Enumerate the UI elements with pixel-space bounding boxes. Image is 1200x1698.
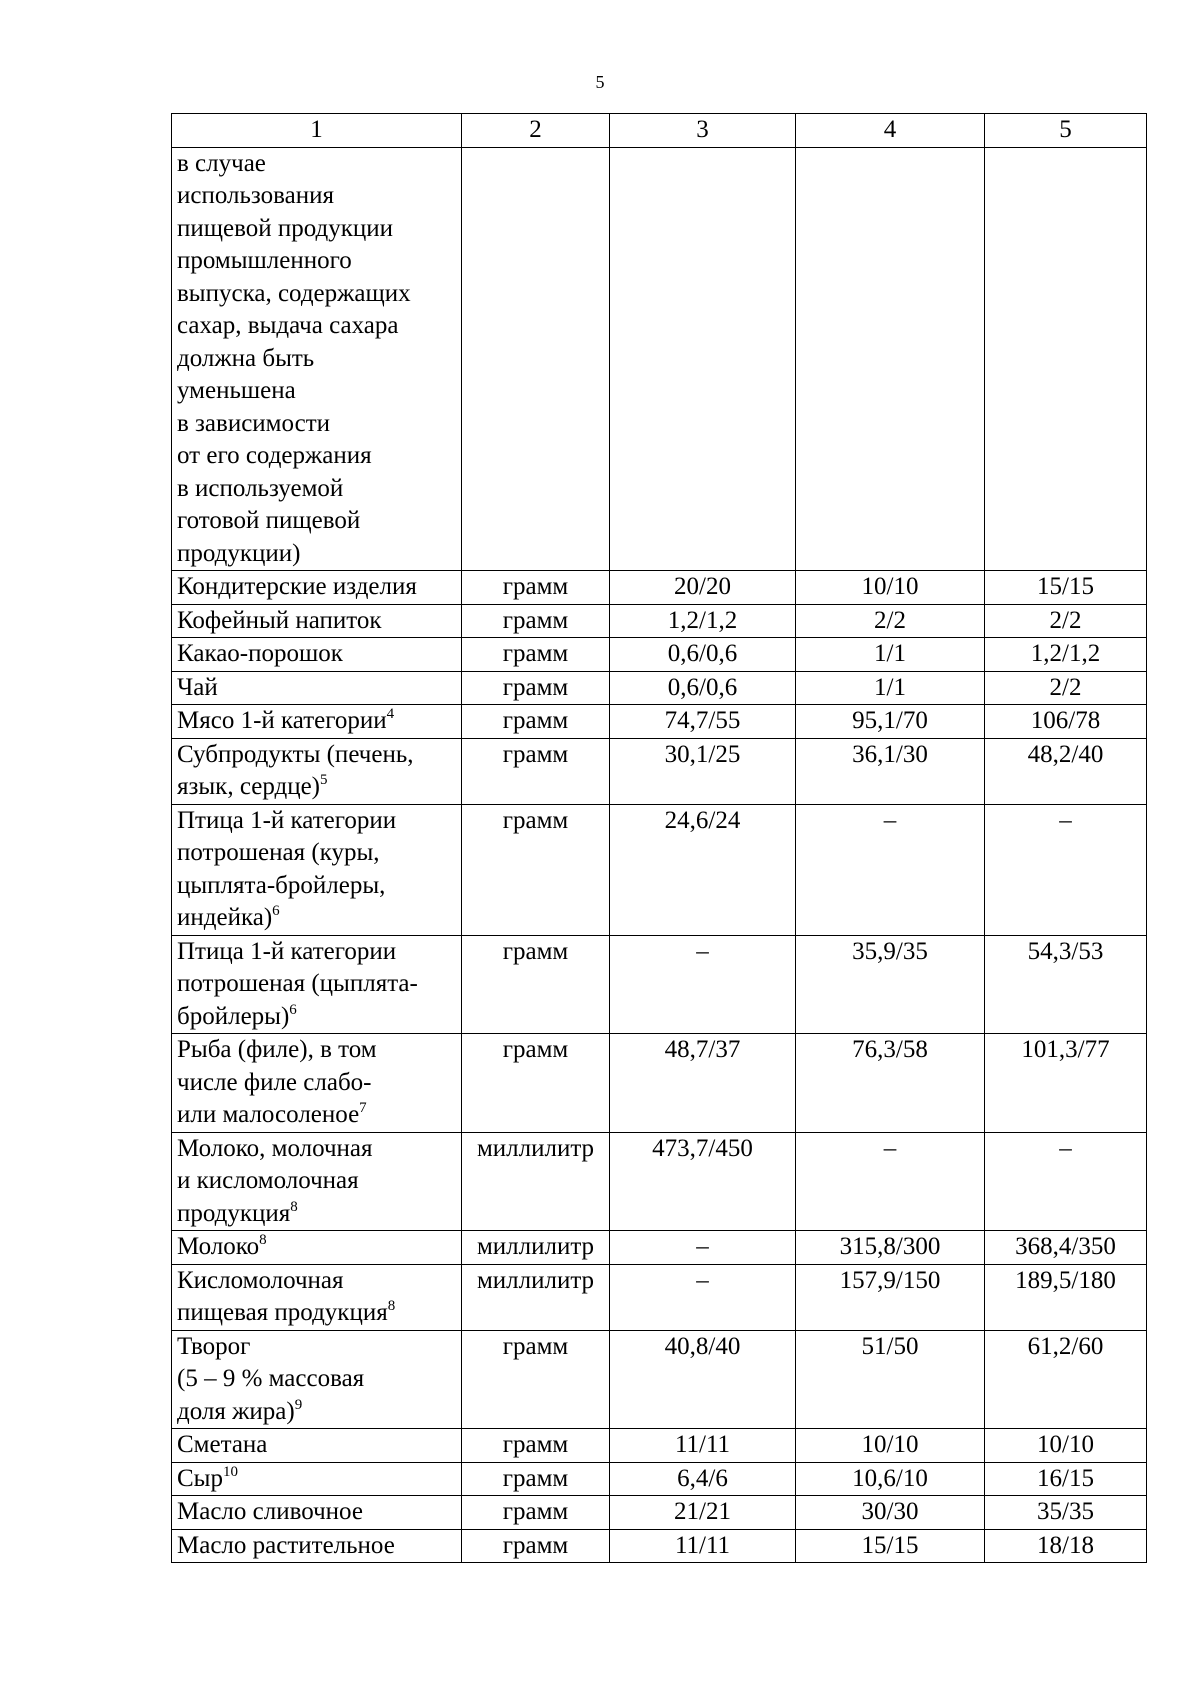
product-name: в случае использования пищевой продукции промышленного выпуска, содержащих сахар, выдача сахара должна быть уменьшена в зависимости от его содержания в используемой готовой пищевой продукции) [177, 149, 411, 567]
product-name-cell [172, 1231, 462, 1265]
unit-cell: грамм [462, 935, 610, 1034]
value-cell-col3: 1,2/1,2 [610, 604, 796, 638]
value-cell-col3: 11/11 [610, 1529, 796, 1563]
product-name-cell [172, 738, 462, 804]
value-cell-col4: 30/30 [796, 1496, 985, 1530]
product-name: Субпродукты (печень, язык, сердце) [177, 740, 414, 800]
value-cell-col3 [610, 147, 796, 571]
footnote-marker: 5 [320, 772, 328, 788]
product-name: Какао-порошок [177, 640, 343, 667]
norms-table [171, 113, 1147, 1563]
product-name: Кисломолочная пищевая продукция [177, 1266, 388, 1326]
product-name: Масло растительное [177, 1531, 395, 1559]
unit-cell: грамм [462, 1496, 610, 1530]
product-name: Молоко [177, 1233, 260, 1260]
value-cell-col3: 74,7/55 [610, 705, 796, 739]
value-cell-col4: 95,1/70 [796, 705, 985, 739]
product-name-cell [172, 705, 462, 739]
product-name-cell [172, 147, 462, 571]
value-cell-col4: 10/10 [796, 1429, 985, 1463]
table-row [172, 671, 1147, 705]
unit-cell: грамм [462, 638, 610, 672]
table-row [172, 1330, 1147, 1429]
value-cell-col3: 24,6/24 [610, 804, 796, 935]
table-row [172, 1529, 1147, 1563]
value-cell-col4: 76,3/58 [796, 1034, 985, 1133]
product-name-cell [172, 1330, 462, 1429]
product-name: Чай [177, 673, 218, 701]
value-cell-col5: 35/35 [985, 1496, 1147, 1530]
table-body [172, 114, 1147, 1563]
value-cell-col4: 36,1/30 [796, 738, 985, 804]
unit-cell: грамм [462, 1034, 610, 1133]
table-row [172, 1462, 1147, 1496]
unit-cell: грамм [462, 604, 610, 638]
value-cell-col5: 101,3/77 [985, 1034, 1147, 1133]
product-name-cell [172, 638, 462, 672]
table-row [172, 571, 1147, 605]
value-cell-col4: 10/10 [796, 571, 985, 605]
table-row [172, 1429, 1147, 1463]
footnote-marker: 8 [387, 1298, 396, 1314]
table-row [172, 604, 1147, 638]
value-cell-col5: 18/18 [985, 1529, 1147, 1563]
value-cell-col4 [796, 147, 985, 571]
header-row [172, 114, 1147, 148]
footnote-marker: 4 [386, 706, 395, 722]
value-cell-col5: 2/2 [985, 604, 1147, 638]
footnote-marker: 6 [272, 903, 280, 919]
value-cell-col4: 15/15 [796, 1529, 985, 1563]
footnote-marker: 8 [259, 1232, 267, 1248]
value-cell-col3: – [610, 935, 796, 1034]
value-cell-col4: 35,9/35 [796, 935, 985, 1034]
product-name-cell [172, 671, 462, 705]
value-cell-col5: 106/78 [985, 705, 1147, 739]
value-cell-col5: 54,3/53 [985, 935, 1147, 1034]
value-cell-col4: – [796, 1132, 985, 1231]
value-cell-col3: 11/11 [610, 1429, 796, 1463]
product-name-cell [172, 1429, 462, 1463]
column-header: 2 [462, 114, 610, 148]
unit-cell [462, 147, 610, 571]
product-name-cell [172, 604, 462, 638]
table-row [172, 1231, 1147, 1265]
table-row [172, 705, 1147, 739]
column-header: 3 [610, 114, 796, 148]
value-cell-col3: – [610, 1231, 796, 1265]
unit-cell: грамм [462, 1529, 610, 1563]
product-name: Сметана [177, 1431, 268, 1458]
table-row [172, 935, 1147, 1034]
unit-cell: грамм [462, 705, 610, 739]
value-cell-col5: 189,5/180 [985, 1264, 1147, 1330]
product-name: Мясо 1-й категории [177, 707, 387, 734]
value-cell-col4: 2/2 [796, 604, 985, 638]
value-cell-col3: 0,6/0,6 [610, 638, 796, 672]
table-row [172, 804, 1147, 935]
table-row [172, 147, 1147, 571]
footnote-marker: 7 [359, 1100, 367, 1116]
value-cell-col5 [985, 147, 1147, 571]
product-name: Кофейный напиток [177, 606, 382, 634]
unit-cell: грамм [462, 804, 610, 935]
table-row [172, 1264, 1147, 1330]
value-cell-col3: 48,7/37 [610, 1034, 796, 1133]
product-name: Молоко, молочная и кисломолочная продукция [177, 1134, 373, 1227]
value-cell-col5: 16/15 [985, 1462, 1147, 1496]
footnote-marker: 10 [222, 1463, 238, 1480]
value-cell-col4: 315,8/300 [796, 1231, 985, 1265]
footnote-marker: 8 [290, 1198, 298, 1215]
value-cell-col4: 1/1 [796, 671, 985, 705]
unit-cell: грамм [462, 1462, 610, 1496]
value-cell-col5: 48,2/40 [985, 738, 1147, 804]
value-cell-col4: 10,6/10 [796, 1462, 985, 1496]
value-cell-col5: 10/10 [985, 1429, 1147, 1463]
value-cell-col4: 1/1 [796, 638, 985, 672]
value-cell-col5: 61,2/60 [985, 1330, 1147, 1429]
column-header: 5 [985, 114, 1147, 148]
value-cell-col5: – [985, 804, 1147, 935]
value-cell-col4: – [796, 804, 985, 935]
footnote-marker: 9 [294, 1396, 303, 1413]
value-cell-col3: 20/20 [610, 571, 796, 605]
product-name-cell [172, 1132, 462, 1231]
product-name: Рыба (филе), в том числе филе слабо- или малосоленое [177, 1036, 377, 1128]
unit-cell: грамм [462, 571, 610, 605]
value-cell-col5: 2/2 [985, 671, 1147, 705]
product-name-cell [172, 1496, 462, 1530]
value-cell-col3: 473,7/450 [610, 1132, 796, 1231]
table-row [172, 1132, 1147, 1231]
unit-cell: миллилитр [462, 1132, 610, 1231]
value-cell-col3: 30,1/25 [610, 738, 796, 804]
value-cell-col4: 51/50 [796, 1330, 985, 1429]
page-number: 5 [595, 72, 605, 92]
column-header: 1 [172, 114, 462, 148]
column-header: 4 [796, 114, 985, 148]
product-name: Птица 1-й категории потрошеная (куры, цыплята-бройлеры, индейка) [177, 806, 397, 931]
product-name-cell [172, 1529, 462, 1563]
unit-cell: миллилитр [462, 1264, 610, 1330]
value-cell-col5: 368,4/350 [985, 1231, 1147, 1265]
product-name-cell [172, 935, 462, 1034]
unit-cell: грамм [462, 1330, 610, 1429]
table-row [172, 1496, 1147, 1530]
value-cell-col5: – [985, 1132, 1147, 1231]
value-cell-col3: 6,4/6 [610, 1462, 796, 1496]
product-name-cell [172, 1264, 462, 1330]
product-name-cell [172, 1034, 462, 1133]
product-name-cell [172, 571, 462, 605]
value-cell-col5: 1,2/1,2 [985, 638, 1147, 672]
product-name: Масло сливочное [177, 1498, 363, 1525]
value-cell-col3: 40,8/40 [610, 1330, 796, 1429]
unit-cell: миллилитр [462, 1231, 610, 1265]
table-row [172, 1034, 1147, 1133]
value-cell-col5: 15/15 [985, 571, 1147, 605]
value-cell-col3: 21/21 [610, 1496, 796, 1530]
product-name: Творог (5 – 9 % массовая доля жира) [177, 1332, 365, 1425]
product-name: Сыр [177, 1464, 223, 1492]
product-name: Кондитерские изделия [177, 573, 417, 600]
value-cell-col3: – [610, 1264, 796, 1330]
unit-cell: грамм [462, 738, 610, 804]
unit-cell: грамм [462, 671, 610, 705]
value-cell-col4: 157,9/150 [796, 1264, 985, 1330]
product-name-cell [172, 804, 462, 935]
table-row [172, 638, 1147, 672]
value-cell-col3: 0,6/0,6 [610, 671, 796, 705]
unit-cell: грамм [462, 1429, 610, 1463]
product-name: Птица 1-й категории потрошеная (цыплята- бройлеры) [177, 937, 418, 1030]
product-name-cell [172, 1462, 462, 1496]
table-row [172, 738, 1147, 804]
footnote-marker: 6 [289, 1001, 297, 1018]
